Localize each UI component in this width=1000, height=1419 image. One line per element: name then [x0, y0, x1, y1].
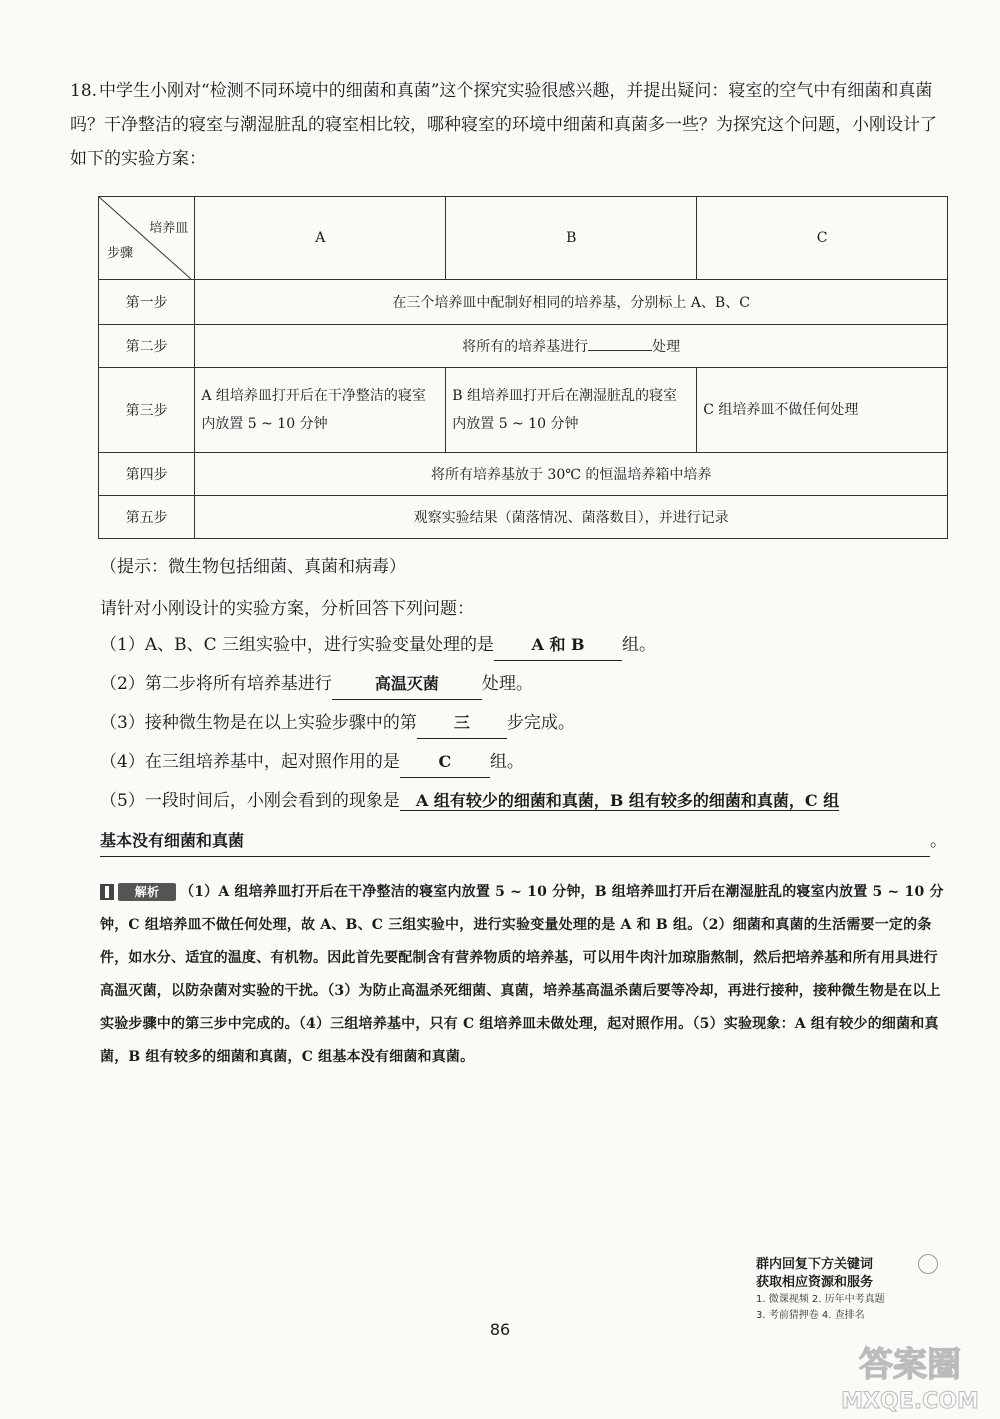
- sub-question-text: 步完成。: [506, 713, 575, 733]
- step-text: 在三个培养皿中配制好相同的培养基，分别标上 A、B、C: [195, 280, 948, 325]
- sub-question-1: [100, 630, 960, 661]
- analysis-label: 解析: [118, 883, 176, 901]
- sub-question-4: [100, 747, 960, 778]
- sub-question-2: [100, 669, 960, 700]
- sub-question-text: （2）第二步将所有培养基进行: [100, 674, 332, 694]
- sub-question-text: 。: [930, 831, 947, 851]
- prompt-text: 请针对小刚设计的实验方案，分析回答下列问题：: [100, 599, 474, 619]
- step-label: 第五步: [99, 496, 195, 539]
- promo-line-2: 获取相应资源和服务: [756, 1275, 874, 1290]
- sub-question-text: 处理。: [481, 674, 533, 694]
- header-step: 步骤: [107, 246, 134, 261]
- analysis-badge: [100, 882, 176, 902]
- diagonal-line: [99, 197, 191, 279]
- circle-icon: [918, 1254, 938, 1274]
- answer-line-2: 基本没有细菌和真菌: [100, 826, 930, 857]
- promo-line-1: 群内回复下方关键词: [756, 1257, 874, 1272]
- step-b-text: B 组培养皿打开后在潮湿脏乱的寝室内放置 5 ~ 10 分钟: [446, 368, 697, 453]
- answer-blank: 三: [417, 708, 507, 739]
- table-row: [99, 453, 948, 496]
- step-c-text: C 组培养皿不做任何处理: [697, 368, 948, 453]
- sub-question-5-continued: [100, 826, 960, 857]
- hint-text: （提示：微生物包括细菌、真菌和病毒）: [100, 557, 406, 577]
- analysis-text: （1）A 组培养皿打开后在干净整洁的寝室内放置 5 ~ 10 分钟，B 组培养皿打开后在潮湿脏乱的寝室内放置 5 ~ 10 分钟，C 组培养皿不做任何处理，故 A、B、C 三组实验中，进行实验变量处理的是 A 和 B 组。（2）细菌和真菌的生活需要一定的条件，如水分、适宜的温度、有机物。因此首先要配制含有营养物质的培养基，可以用牛肉汁加琼脂熬制，然后把培养基和所有用具进行高温灭菌，以防杂菌对实验的干扰。（3）为防止高温杀死细菌、真菌，培养基高温杀菌后要等冷却，再进行接种，接种微生物是在以上实验步骤中的第三步中完成的。（4）三组培养基中，只有 C 组培养皿未做处理，起对照作用。（5）实验现象：A 组有较少的细菌和真菌，B 组有较多的细菌和真菌，C 组基本没有细菌和真菌。: [100, 884, 944, 1065]
- sub-question-text: 组。: [622, 635, 656, 655]
- sub-question-text: 组。: [489, 752, 524, 772]
- experiment-table: [98, 196, 948, 539]
- promo-line-3: 1. 微课视频 2. 历年中考真题: [756, 1294, 885, 1305]
- question-text: 中学生小刚对“检测不同环境中的细菌和真菌”这个探究实验很感兴趣，并提出疑问：寝室的空气中有细菌和真菌吗？干净整洁的寝室与潮湿脏乱的寝室相比较，哪种寝室的环境中细菌和真菌多一些？为探究这个问题，小刚设计了如下的实验方案：: [70, 81, 937, 169]
- sub-question-3: [100, 708, 960, 739]
- header-dish: 培养皿: [149, 221, 189, 236]
- step-label: 第二步: [99, 325, 195, 368]
- answer-line-1: A 组有较少的细菌和真菌，B 组有较多的细菌和真菌，C 组: [400, 791, 839, 811]
- table-header-diagonal: [99, 197, 195, 280]
- table-row: [99, 368, 948, 453]
- column-a: A: [195, 197, 446, 280]
- answer-blank: A 和 B: [494, 630, 622, 661]
- step-text-after: 处理: [652, 339, 681, 355]
- step-text: [195, 325, 948, 368]
- sub-question-text: （3）接种微生物是在以上实验步骤中的第: [100, 713, 417, 733]
- page-number: 86: [489, 1320, 511, 1339]
- step-a-text: A 组培养皿打开后在干净整洁的寝室内放置 5 ~ 10 分钟: [195, 368, 446, 453]
- promo-line-4: 3. 考前猜押卷 4. 查排名: [756, 1310, 865, 1321]
- blank-line: [588, 336, 652, 351]
- column-b: B: [446, 197, 697, 280]
- sub-question-text: （5）一段时间后，小刚会看到的现象是: [100, 791, 400, 811]
- step-text: 观察实验结果（菌落情况、菌落数目），并进行记录: [195, 496, 948, 539]
- question-number: 18.: [70, 81, 98, 101]
- step-text: 将所有培养基放于 30℃ 的恒温培养箱中培养: [195, 453, 948, 496]
- table-row: [99, 280, 948, 325]
- sub-question-text: （4）在三组培养基中，起对照作用的是: [100, 752, 400, 772]
- table-row: [99, 325, 948, 368]
- answer-blank: C: [400, 747, 490, 778]
- step-label: 第一步: [99, 280, 195, 325]
- promo-box: [756, 1256, 932, 1321]
- step-label: 第三步: [99, 368, 195, 453]
- watermark-logo: [826, 1338, 994, 1416]
- step-label: 第四步: [99, 453, 195, 496]
- step-text-before: 将所有的培养基进行: [462, 339, 589, 355]
- column-c: C: [697, 197, 948, 280]
- book-icon: [100, 884, 114, 900]
- watermark-line-2: MXQE.COM: [841, 1389, 979, 1414]
- answer-blank: 高温灭菌: [332, 669, 482, 700]
- watermark-line-1: 答案圈: [859, 1345, 961, 1385]
- question-intro: [70, 74, 950, 176]
- sub-question-text: （1）A、B、C 三组实验中，进行实验变量处理的是: [100, 635, 494, 655]
- sub-question-5: [100, 786, 960, 816]
- analysis-block: [100, 876, 950, 1074]
- table-row: [99, 496, 948, 539]
